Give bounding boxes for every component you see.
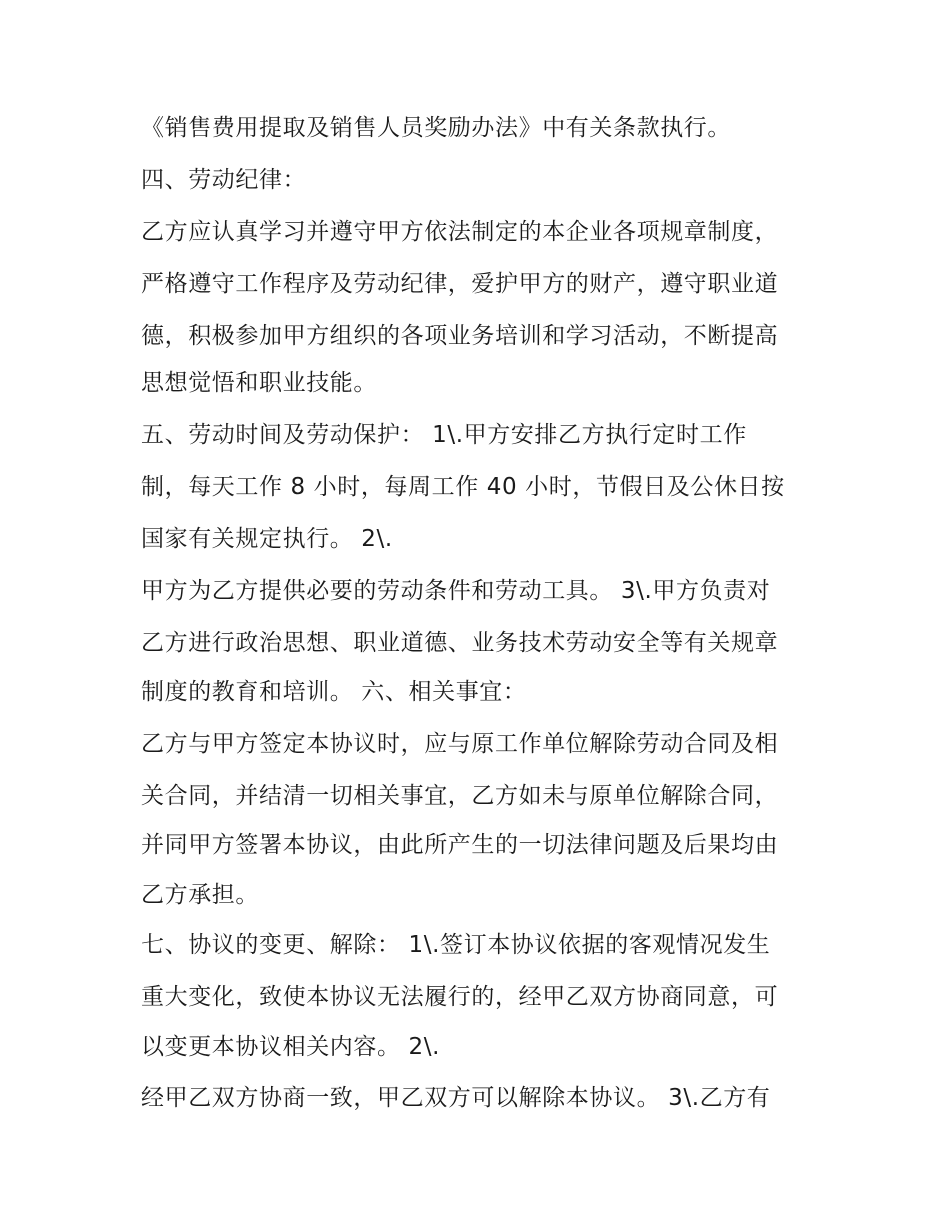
section-heading-working-hours: 五、劳动时间及劳动保护： 1\.甲方安排乙方执行定时工作: [141, 422, 747, 448]
text-line-4: 严格遵守工作程序及劳动纪律，爱护甲方的财产，遵守职业道: [141, 271, 779, 297]
text-line-8: 制，每天工作 8 小时，每周工作 40 小时，节假日及公休日按: [141, 474, 785, 500]
text-line-3: 乙方应认真学习并遵守甲方依法制定的本企业各项规章制度，: [141, 219, 779, 245]
text-line-11: 乙方进行政治思想、职业道德、业务技术劳动安全等有关规章: [141, 630, 779, 656]
text-line-5: 德，积极参加甲方组织的各项业务培训和学习活动，不断提高: [141, 323, 779, 349]
text-line-15: 并同甲方签署本协议，由此所产生的一切法律问题及后果均由: [141, 832, 779, 858]
text-line-18: 重大变化，致使本协议无法履行的，经甲乙双方协商同意，可: [141, 984, 779, 1010]
text-line-9: 国家有关规定执行。 2\.: [141, 526, 393, 552]
text-line-12: 制度的教育和培训。 六、相关事宜：: [141, 679, 527, 705]
section-heading-agreement-change: 七、协议的变更、解除： 1\.签订本协议依据的客观情况发生: [141, 932, 771, 958]
text-line-14: 关合同，并结清一切相关事宜，乙方如未与原单位解除合同，: [141, 783, 779, 809]
text-line-19: 以变更本协议相关内容。 2\.: [141, 1034, 441, 1060]
text-line-16: 乙方承担。: [141, 882, 259, 908]
text-line-13: 乙方与甲方签定本协议时，应与原工作单位解除劳动合同及相: [141, 731, 779, 757]
section-heading-labor-discipline: 四、劳动纪律：: [141, 167, 307, 193]
text-line-10: 甲方为乙方提供必要的劳动条件和劳动工具。 3\.甲方负责对: [141, 578, 771, 604]
text-line-1: 《销售费用提取及销售人员奖励办法》中有关条款执行。: [141, 115, 731, 141]
text-line-6: 思想觉悟和职业技能。: [141, 370, 377, 396]
text-line-20: 经甲乙双方协商一致，甲乙双方可以解除本协议。 3\.乙方有: [141, 1085, 771, 1111]
